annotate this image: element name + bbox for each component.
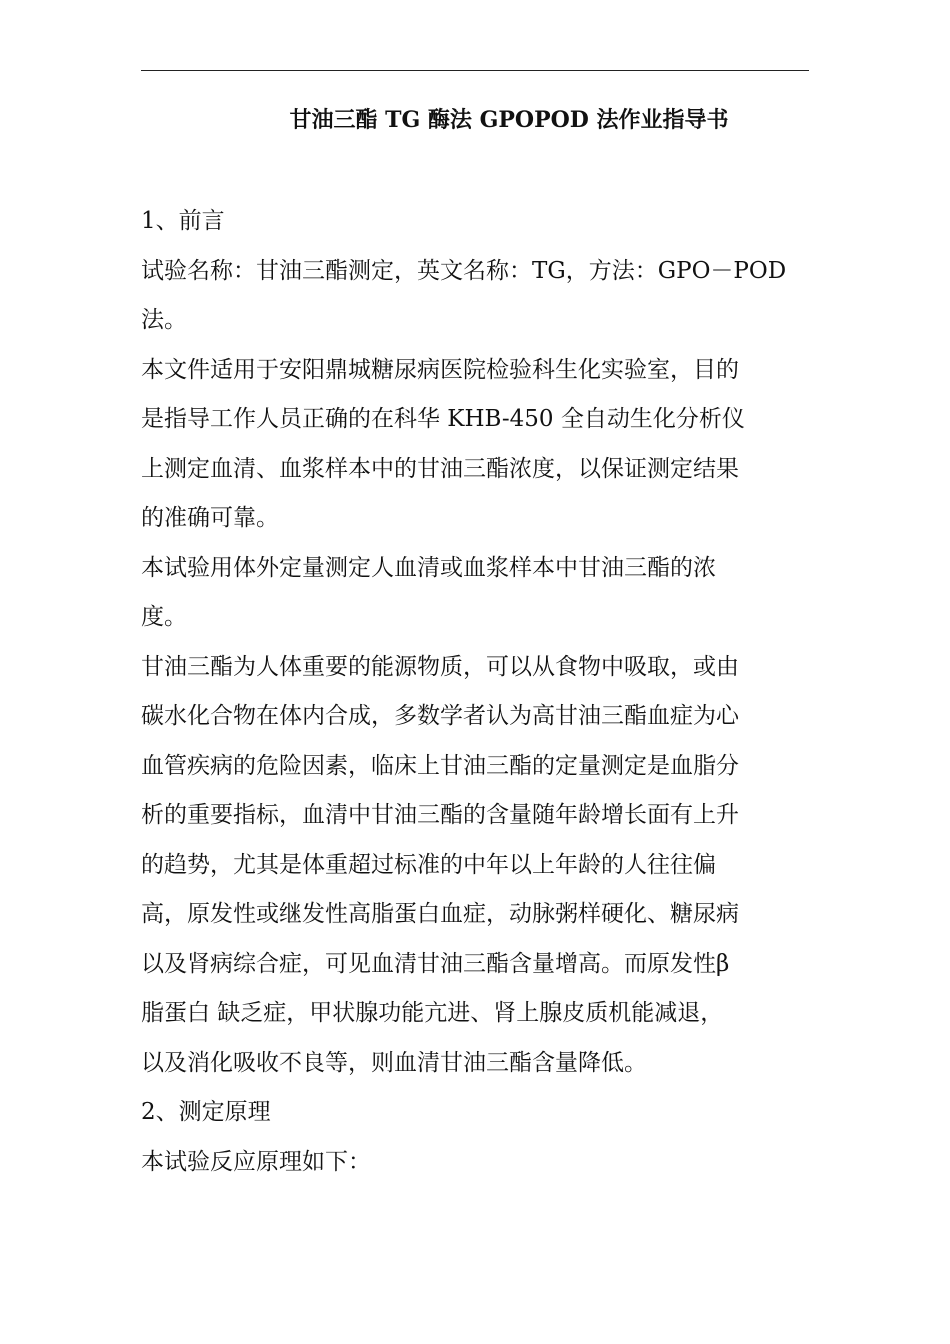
paragraph-line: 试验名称：甘油三酯测定，英文名称：TG，方法：GPO－POD bbox=[141, 257, 787, 284]
paragraph-line: 上测定血清、血浆样本中的甘油三酯浓度，以保证测定结果 bbox=[141, 455, 739, 482]
paragraph-line: 脂蛋白 缺乏症，甲状腺功能亢进、肾上腺皮质机能减退， bbox=[141, 1000, 724, 1026]
paragraph-line: 本试验反应原理如下： bbox=[141, 1148, 371, 1175]
paragraph-line: 高，原发性或继发性高脂蛋白血症，动脉粥样硬化、糖尿病 bbox=[141, 901, 739, 927]
paragraph-line: 血管疾病的危险因素，临床上甘油三酯的定量测定是血脂分 bbox=[141, 752, 739, 779]
paragraph-line: 的准确可靠。 bbox=[141, 505, 279, 531]
document-title: 甘油三酯 TG 酶法 GPOPOD 法作业指导书 bbox=[289, 107, 729, 133]
header-rule bbox=[141, 70, 809, 71]
section-heading: 2、测定原理 bbox=[141, 1099, 271, 1125]
document-body bbox=[141, 197, 809, 1187]
paragraph-line: 甘油三酯为人体重要的能源物质，可以从食物中吸取，或由 bbox=[141, 653, 739, 680]
paragraph-line: 析的重要指标，血清中甘油三酯的含量随年龄增长面有上升 bbox=[141, 802, 739, 828]
paragraph-line: 以及肾病综合症，可见血清甘油三酯含量增高。而原发性β bbox=[141, 950, 730, 977]
paragraph-line: 的趋势，尤其是体重超过标准的中年以上年龄的人往往偏 bbox=[141, 851, 716, 878]
paragraph-line: 本试验用体外定量测定人血清或血浆样本中甘油三酯的浓 bbox=[141, 554, 716, 581]
paragraph-line: 法。 bbox=[141, 307, 187, 333]
section-heading: 1、前言 bbox=[141, 208, 225, 234]
paragraph-line: 度。 bbox=[141, 604, 187, 630]
paragraph-line: 碳水化合物在体内合成，多数学者认为高甘油三酯血症为心 bbox=[141, 703, 739, 729]
paragraph-line: 本文件适用于安阳鼎城糖尿病医院检验科生化实验室，目的 bbox=[141, 356, 739, 383]
paragraph-line: 以及消化吸收不良等，则血清甘油三酯含量降低。 bbox=[141, 1049, 647, 1076]
paragraph-line: 是指导工作人员正确的在科华 KHB-450 全自动生化分析仪 bbox=[141, 406, 745, 432]
